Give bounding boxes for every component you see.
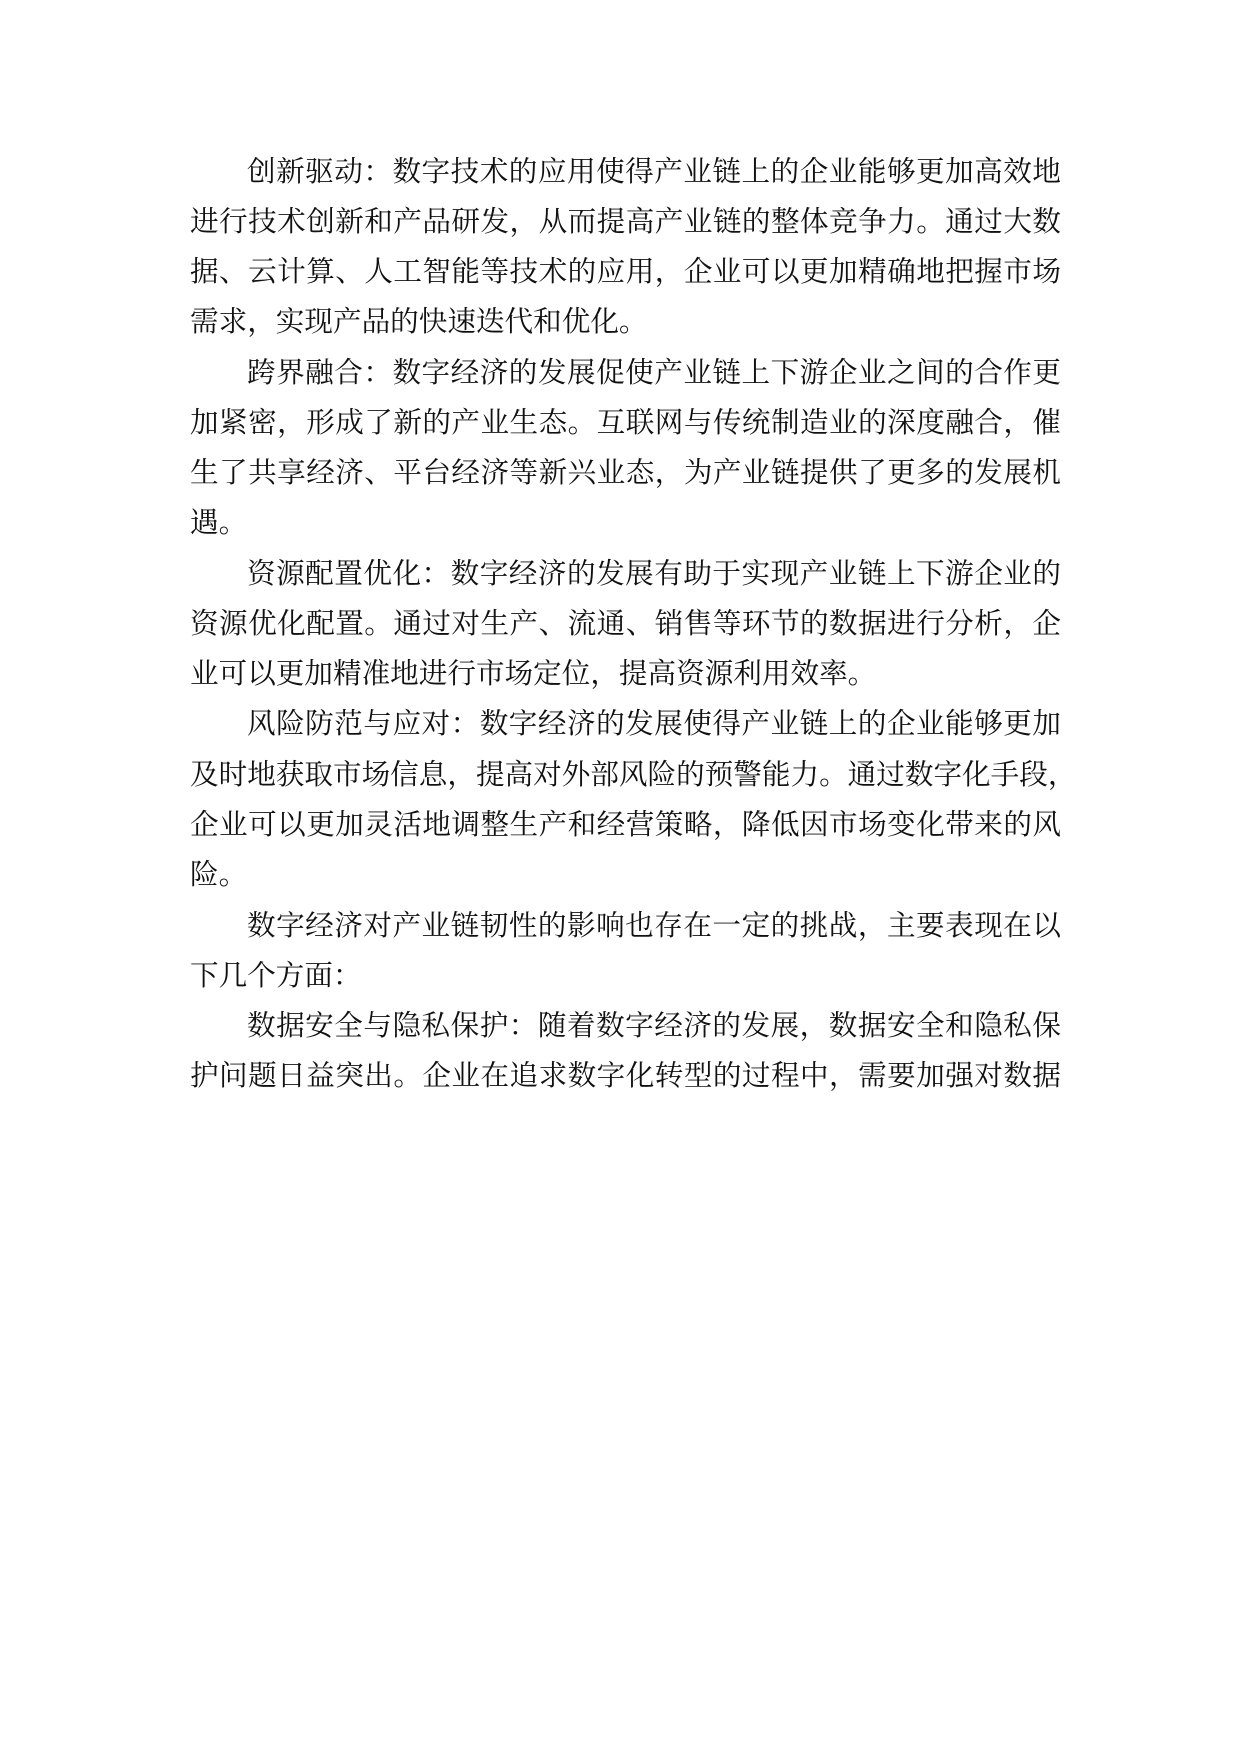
text-line: 需求，实现产品的快速迭代和优化。	[190, 304, 648, 338]
text-line: 资源配置优化：数字经济的发展有助于实现产业链上下游企业的	[247, 556, 1061, 590]
text-line: 数据安全与隐私保护：随着数字经济的发展，数据安全和隐私保	[247, 1008, 1061, 1042]
text-line: 生了共享经济、平台经济等新兴业态，为产业链提供了更多的发展机	[190, 455, 1061, 489]
text-line: 险。	[190, 857, 248, 891]
text-line: 下几个方面：	[190, 958, 362, 992]
text-line: 据、云计算、人工智能等技术的应用，企业可以更加精确地把握市场	[190, 254, 1061, 288]
text-line: 进行技术创新和产品研发，从而提高产业链的整体竞争力。通过大数	[190, 204, 1061, 238]
text-line: 风险防范与应对：数字经济的发展使得产业链上的企业能够更加	[247, 706, 1061, 740]
text-line: 企业可以更加灵活地调整生产和经营策略，降低因市场变化带来的风	[190, 807, 1061, 841]
text-line: 创新驱动：数字技术的应用使得产业链上的企业能够更加高效地	[247, 154, 1061, 188]
text-line: 跨界融合：数字经济的发展促使产业链上下游企业之间的合作更	[247, 355, 1061, 389]
text-line: 加紧密，形成了新的产业生态。互联网与传统制造业的深度融合，催	[190, 405, 1061, 439]
text-line: 业可以更加精准地进行市场定位，提高资源利用效率。	[190, 656, 877, 690]
text-line: 护问题日益突出。企业在追求数字化转型的过程中，需要加强对数据	[190, 1058, 1061, 1092]
text-line: 资源优化配置。通过对生产、流通、销售等环节的数据进行分析，企	[190, 606, 1061, 640]
text-line: 遇。	[190, 505, 248, 539]
text-line: 数字经济对产业链韧性的影响也存在一定的挑战，主要表现在以	[247, 908, 1061, 942]
text-line: 及时地获取市场信息，提高对外部风险的预警能力。通过数字化手段，	[190, 757, 1077, 791]
